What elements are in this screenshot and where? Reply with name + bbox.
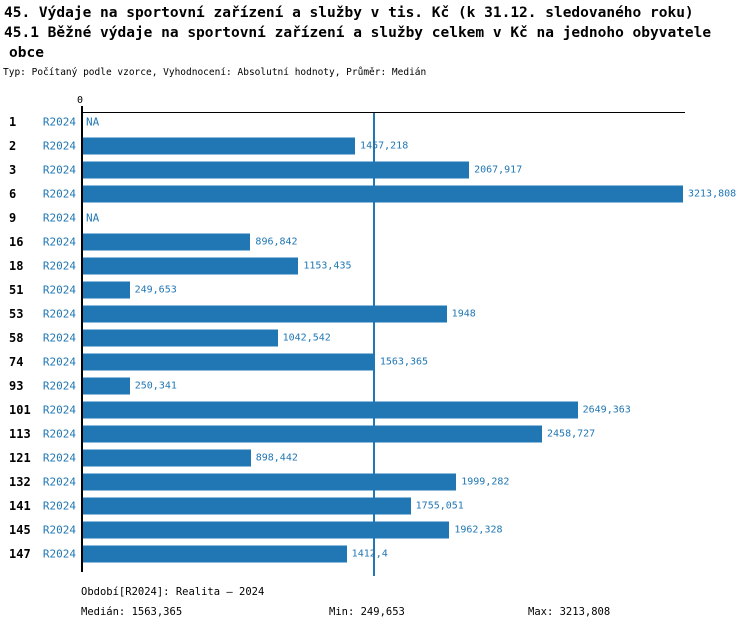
chart-row: [0, 422, 750, 446]
bar-value-label: 2458,727: [547, 428, 596, 440]
row-period-label: R2024: [42, 139, 76, 153]
chart-row: [0, 398, 750, 422]
row-id-label: 145: [9, 523, 31, 537]
bar-value-label: 2649,363: [582, 404, 631, 416]
bar-value-label: 1999,282: [461, 476, 510, 488]
row-id-label: 113: [9, 427, 31, 441]
chart-row: [0, 374, 750, 398]
row-id-label: 3: [9, 163, 17, 177]
chart-row: [0, 302, 750, 326]
row-period-label: R2024: [42, 163, 76, 177]
bar-value-label: 250,341: [134, 380, 177, 392]
value-bar: [83, 474, 456, 491]
bar-value-label: 1412,4: [351, 548, 388, 560]
chart-title-line-1: 45. Výdaje na sportovní zařízení a služby v tis. Kč (k 31.12. sledovaného roku): [4, 5, 694, 21]
row-period-label: R2024: [42, 499, 76, 513]
row-period-label: R2024: [42, 547, 76, 561]
chart-row: [0, 254, 750, 278]
bar-value-label: 1948: [451, 308, 476, 320]
chart-row: [0, 206, 750, 230]
value-bar: [83, 186, 683, 203]
row-id-label: 121: [9, 451, 31, 465]
row-id-label: 58: [9, 331, 24, 345]
bar-value-label: 1563,365: [379, 356, 429, 368]
value-bar: [83, 330, 278, 347]
chart-row: [0, 542, 750, 566]
y-axis-line: [81, 112, 83, 572]
row-id-label: 53: [9, 307, 24, 321]
row-id-label: 2: [9, 139, 17, 153]
row-id-label: 6: [9, 187, 17, 201]
row-id-label: 93: [9, 379, 24, 393]
row-period-label: R2024: [42, 427, 76, 441]
chart-row: [0, 446, 750, 470]
chart-row: [0, 278, 750, 302]
row-id-label: 1: [9, 115, 17, 129]
chart-title-line-2: 45.1 Běžné výdaje na sportovní zařízení a služby celkem v Kč na jednoho obyvatele: [4, 25, 712, 41]
row-period-label: R2024: [42, 307, 76, 321]
row-id-label: 51: [9, 283, 24, 297]
chart-row: [0, 326, 750, 350]
x-axis-line: [82, 112, 685, 113]
row-period-label: R2024: [42, 475, 76, 489]
value-bar: [83, 546, 347, 563]
value-bar: [83, 522, 449, 539]
chart-row: [0, 494, 750, 518]
row-period-label: R2024: [42, 355, 76, 369]
row-period-label: R2024: [42, 523, 76, 537]
bar-value-label: 3213,808: [688, 188, 737, 200]
na-label: NA: [86, 115, 100, 129]
value-bar: [83, 162, 469, 179]
bar-value-label: 1962,328: [454, 524, 503, 536]
value-bar: [83, 282, 130, 299]
chart-title-block: [4, 3, 711, 63]
value-bar: [83, 258, 298, 275]
footer-period-label: Období[R2024]: Realita – 2024: [81, 586, 265, 598]
row-id-label: 16: [9, 235, 24, 249]
row-period-label: R2024: [42, 259, 76, 273]
row-id-label: 141: [9, 499, 31, 513]
chart-row: [0, 110, 750, 134]
row-period-label: R2024: [42, 403, 76, 417]
row-id-label: 18: [9, 259, 24, 273]
value-bar: [83, 234, 250, 251]
chart-row: [0, 158, 750, 182]
row-period-label: R2024: [42, 331, 76, 345]
chart-rows: [0, 110, 750, 566]
bar-value-label: 249,653: [134, 284, 177, 296]
bar-value-label: 1457,218: [360, 140, 409, 152]
value-bar: [83, 450, 251, 467]
chart-row: [0, 470, 750, 494]
value-bar: [83, 354, 375, 371]
chart-row: [0, 182, 750, 206]
value-bar: [83, 498, 411, 515]
row-period-label: R2024: [42, 451, 76, 465]
row-period-label: R2024: [42, 187, 76, 201]
footer-max-label: Max: 3213,808: [528, 606, 611, 618]
bar-value-label: 1755,051: [415, 500, 464, 512]
footer-min-label: Min: 249,653: [329, 606, 405, 618]
value-bar: [83, 378, 130, 395]
value-bar: [83, 402, 578, 419]
na-label: NA: [86, 211, 100, 225]
row-id-label: 101: [9, 403, 31, 417]
row-period-label: R2024: [42, 235, 76, 249]
value-bar: [83, 426, 542, 443]
chart-row: [0, 134, 750, 158]
bar-value-label: 1153,435: [303, 260, 352, 272]
row-period-label: R2024: [42, 115, 76, 129]
bar-value-label: 1042,542: [282, 332, 331, 344]
row-period-label: R2024: [42, 283, 76, 297]
value-bar: [83, 306, 447, 323]
row-period-label: R2024: [42, 379, 76, 393]
bar-value-label: 896,842: [255, 236, 298, 248]
row-id-label: 9: [9, 211, 17, 225]
chart-subtitle: Typ: Počítaný podle vzorce, Vyhodnocení: Absolutní hodnoty, Průměr: Medián: [3, 67, 427, 78]
row-period-label: R2024: [42, 211, 76, 225]
row-id-label: 147: [9, 547, 31, 561]
axis-zero-label: 0: [77, 95, 84, 106]
chart-row: [0, 350, 750, 374]
bar-value-label: 898,442: [255, 452, 298, 464]
bar-value-label: 2067,917: [474, 164, 523, 176]
row-id-label: 74: [9, 355, 24, 369]
chart-row: [0, 518, 750, 542]
value-bar: [83, 138, 355, 155]
row-id-label: 132: [9, 475, 31, 489]
footer-median-label: Medián: 1563,365: [81, 606, 183, 618]
chart-title-line-3: obce: [9, 45, 44, 61]
chart-row: [0, 230, 750, 254]
